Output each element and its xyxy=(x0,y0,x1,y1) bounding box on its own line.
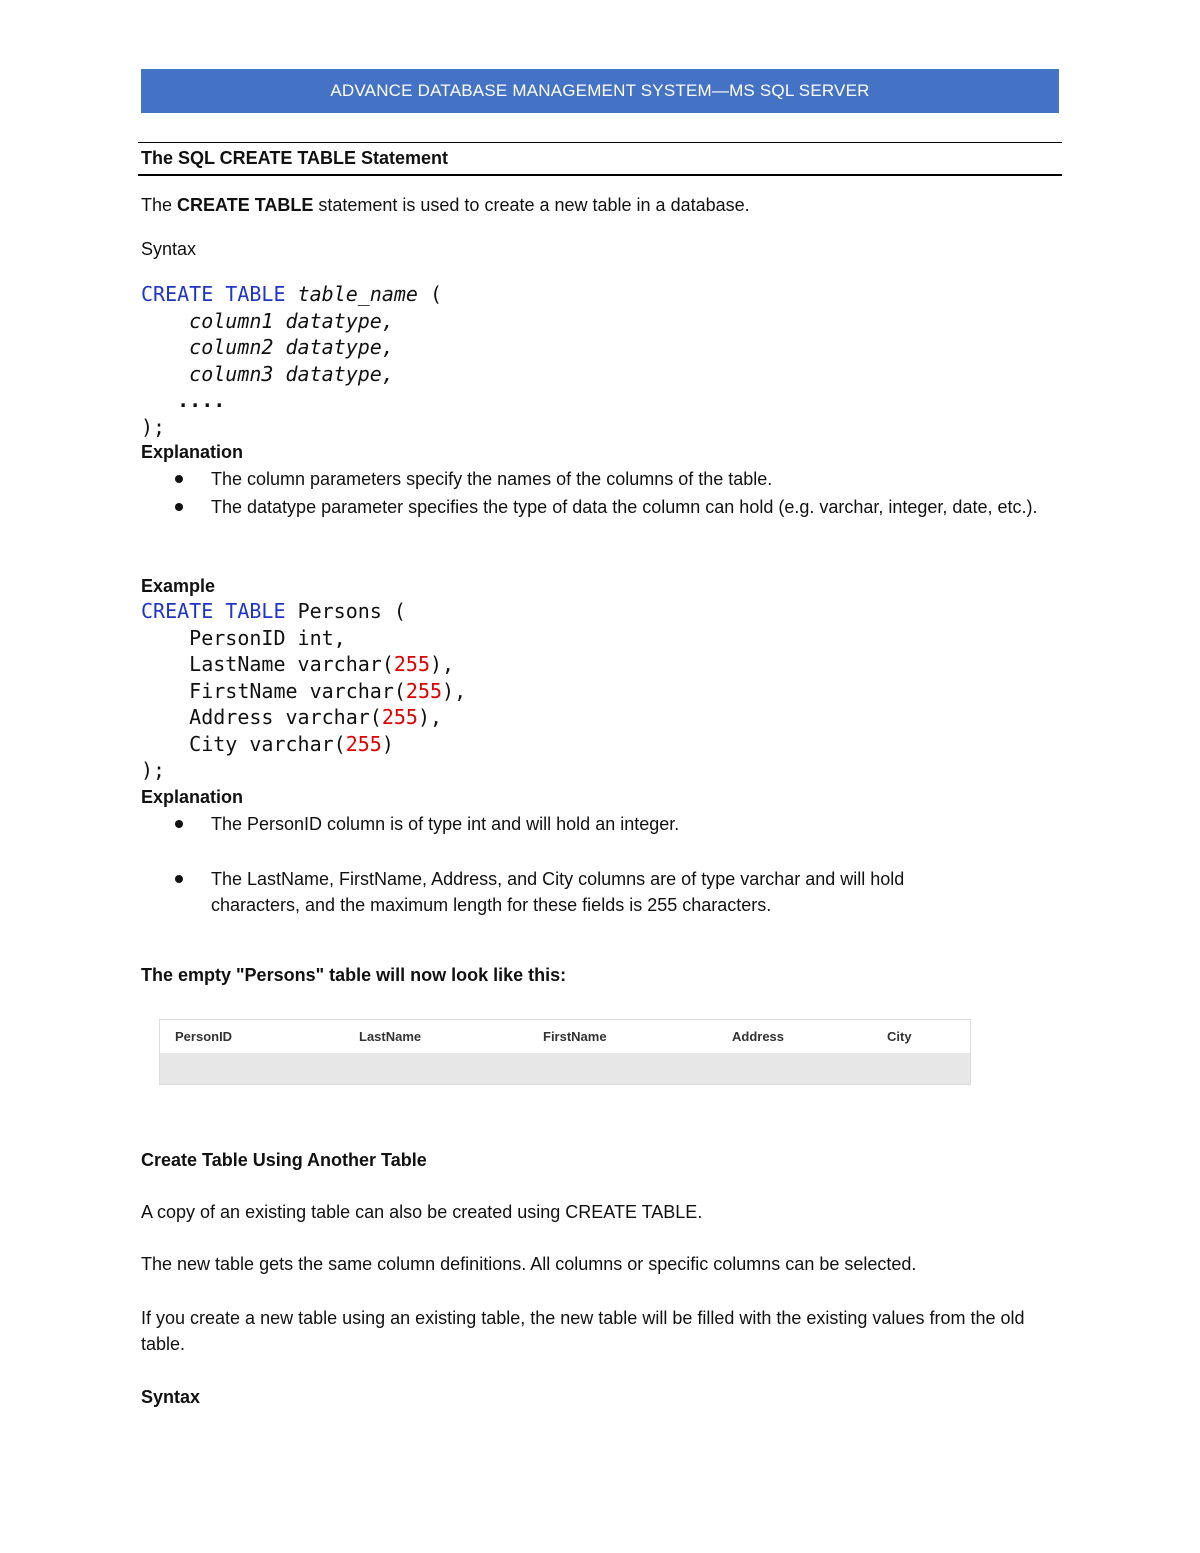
bullet-icon xyxy=(175,875,183,883)
intro-paragraph xyxy=(141,193,750,217)
explanation-label: Explanation xyxy=(141,442,244,462)
code-table-name: Persons ( xyxy=(297,599,406,623)
code-keyword: TABLE xyxy=(225,282,286,306)
heading-top-rule xyxy=(138,142,1062,143)
paragraph: If you create a new table using an existing table, the new table will be filled with the existing values from the old table. xyxy=(141,1308,1025,1354)
heading-bottom-rule xyxy=(138,174,1062,176)
example-code-block xyxy=(141,598,466,784)
code-column-line: column3 datatype, xyxy=(189,361,394,386)
code-number: 255 xyxy=(345,731,382,756)
code-table-name: table_name xyxy=(297,282,418,306)
syntax-code-block xyxy=(141,281,442,440)
syntax-label: Syntax xyxy=(141,239,197,259)
code-number: 255 xyxy=(393,652,430,676)
table-header-cell: City xyxy=(887,1029,912,1044)
code-column-line: Address varchar( xyxy=(189,705,382,729)
bullet-item: The PersonID column is of type int and will hold an integer. xyxy=(211,814,680,834)
bullet-item: The LastName, FirstName, Address, and City columns are of type varchar and will hold characters, and the maximum length for these fields is 255 characters. xyxy=(211,869,905,915)
bullet-icon xyxy=(175,475,183,483)
persons-table xyxy=(159,1019,971,1085)
table-header-cell: PersonID xyxy=(175,1029,233,1044)
code-column-line: FirstName varchar( xyxy=(189,678,406,703)
code-close: ); xyxy=(141,414,166,439)
explanation-label: Explanation xyxy=(141,787,244,807)
intro-text-post: statement is used to create a new table in a database. xyxy=(313,195,750,215)
code-number: 255 xyxy=(381,705,418,729)
bullet-icon xyxy=(175,820,183,828)
table-header-cell: Address xyxy=(732,1029,785,1044)
table-header-cell: LastName xyxy=(359,1029,422,1044)
code-paren: ( xyxy=(417,282,443,306)
code-keyword: CREATE xyxy=(141,282,214,306)
code-number: 255 xyxy=(405,678,443,703)
bullet-item: The column parameters specify the names of the columns of the table. xyxy=(211,469,773,489)
code-column-line: column2 datatype, xyxy=(189,335,394,359)
code-column-line: LastName varchar( xyxy=(189,652,394,676)
code-punct: ) xyxy=(381,731,394,756)
document-header-bar xyxy=(141,69,1059,113)
bullet-item: The datatype parameter specifies the type of data the column can hold (e.g. varchar, integer, date, etc.). xyxy=(211,497,1038,517)
example-label: Example xyxy=(141,576,216,596)
bullet-icon xyxy=(175,503,183,511)
table-header-row xyxy=(160,1020,970,1053)
code-punct: ), xyxy=(430,652,455,676)
document-header-title: ADVANCE DATABASE MANAGEMENT SYSTEM—MS SQL SERVER xyxy=(330,81,870,100)
code-keyword: CREATE xyxy=(141,599,214,623)
intro-text-pre: The xyxy=(141,195,178,215)
section-heading: Create Table Using Another Table xyxy=(141,1150,427,1170)
table-header-cell: FirstName xyxy=(543,1029,607,1044)
code-column-line: PersonID int, xyxy=(189,625,346,650)
syntax-label: Syntax xyxy=(141,1387,201,1407)
intro-text-bold: CREATE TABLE xyxy=(177,195,314,215)
code-punct: ), xyxy=(417,705,443,729)
code-keyword: TABLE xyxy=(225,599,286,623)
code-column-line: City varchar( xyxy=(189,731,346,756)
code-ellipsis: .... xyxy=(177,388,226,412)
table-caption: The empty "Persons" table will now look like this: xyxy=(141,965,567,985)
paragraph: A copy of an existing table can also be created using CREATE TABLE. xyxy=(141,1202,703,1222)
table-empty-row xyxy=(160,1053,970,1084)
code-column-line: column1 datatype, xyxy=(189,308,394,333)
code-close: ); xyxy=(141,758,166,782)
paragraph: The new table gets the same column definitions. All columns or specific columns can be selected. xyxy=(141,1254,917,1274)
section-heading: The SQL CREATE TABLE Statement xyxy=(141,148,449,168)
code-punct: ), xyxy=(442,678,467,703)
